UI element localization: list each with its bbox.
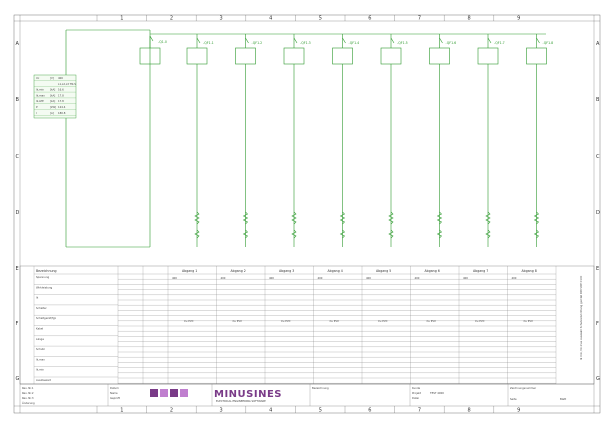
row-letter-right: G — [596, 376, 600, 382]
feeder-tag: -QF1.2 — [251, 41, 263, 45]
feeder — [236, 34, 263, 247]
supply-unit: [kA] — [50, 94, 56, 98]
title-block — [20, 384, 594, 406]
feeder — [333, 34, 360, 247]
row-letter-right: C — [596, 154, 600, 160]
feeder-cable-type: Cu PVC — [184, 320, 194, 323]
feeder-tag: -QF1.4 — [348, 41, 360, 45]
feeder-cable-type: Cu PVC — [475, 320, 485, 323]
column-number-top: 9 — [517, 15, 521, 22]
feeder-column-title: Abgang 6 — [424, 269, 440, 273]
table-row-label: Schutz — [36, 348, 45, 352]
column-number-bottom: 6 — [368, 407, 372, 414]
feeder-cable-type: Cu PVC — [232, 320, 242, 323]
feeder — [381, 34, 408, 247]
feeder-voltage: 400 — [366, 277, 371, 280]
feeder-column-title: Abgang 4 — [327, 269, 343, 273]
title-block-label: Datum — [110, 387, 119, 390]
feeder-tag: -QF1.8 — [542, 41, 554, 45]
column-number-top: 8 — [467, 15, 471, 22]
supply-key: P — [36, 106, 38, 109]
column-number-bottom: 5 — [318, 407, 322, 414]
feeder-cable-type: Cu PVC — [523, 320, 533, 323]
feeder-cable-type: Cu PVC — [329, 320, 339, 323]
title-block-label: Zeichnungsnummer — [510, 387, 537, 390]
row-letter-right: A — [596, 41, 600, 47]
supply-key: Ik,LPE — [36, 100, 44, 104]
supply-value: 16.6 — [58, 88, 64, 92]
feeder-cable-type: Cu PVC — [426, 320, 436, 323]
supply-key: Ik,min — [36, 88, 44, 92]
feeder-voltage: 400 — [220, 277, 226, 280]
column-number-top: 7 — [417, 15, 422, 22]
revision-row: Rev. Nr.1 — [22, 387, 34, 390]
feeder-column-title: Abgang 3 — [279, 269, 295, 273]
revision-row: Rev. Nr.2 — [22, 392, 34, 395]
feeder-column-title: Abgang 1 — [182, 269, 198, 273]
row-letter-right: F — [596, 321, 599, 327]
main-device-label: -Q1.0 — [158, 40, 167, 44]
supply-unit: [V] — [50, 77, 54, 80]
feeder — [284, 34, 311, 247]
project-name: TEST 4000 — [430, 392, 444, 395]
supply-unit: [kA] — [50, 88, 56, 92]
single-line-diagram — [66, 30, 546, 247]
feeder-column-title: Abgang 8 — [521, 269, 537, 273]
column-number-top: 4 — [269, 15, 273, 22]
table-row-label: Kabel — [36, 327, 44, 331]
feeder-voltage: 400 — [414, 277, 420, 280]
revision-row: Rev. Nr.3 — [22, 397, 34, 400]
title-block-label: Kunde — [412, 387, 421, 390]
feeder-tag: -QF1.3 — [300, 41, 311, 45]
supply-value: 17.8 — [58, 100, 64, 104]
row-letter-right: E — [596, 266, 600, 272]
table-row-label: Wirkleistung — [36, 286, 53, 290]
table-row-label: Ik — [36, 296, 39, 300]
supply-info-box — [34, 75, 76, 118]
title-block-label: Name — [110, 392, 118, 395]
supply-value: 180.8 — [58, 111, 66, 115]
table-row-label: Länge — [36, 337, 44, 341]
table-row-label: Auslösezeit — [36, 379, 51, 382]
feeder-tag: -QF1.1 — [203, 41, 214, 45]
supply-value: L1,L2,L3 TN-S — [58, 82, 76, 86]
title-block-label: Geprüft — [110, 397, 120, 400]
title-block-label: Blatt — [560, 398, 567, 401]
supply-value: 124.4 — [58, 106, 66, 109]
row-letter-left: C — [15, 154, 19, 160]
supply-value: 400 — [58, 77, 63, 80]
column-number-bottom: 7 — [417, 407, 422, 414]
feeder-voltage: 400 — [317, 277, 323, 280]
column-number-bottom: 1 — [120, 407, 124, 414]
table-row-label: Spannung — [36, 276, 50, 279]
row-letter-left: F — [15, 321, 19, 327]
table-row-label: Schaltgerät/Typ — [36, 317, 57, 321]
row-letter-left: B — [15, 97, 19, 103]
feeder-voltage: 400 — [463, 277, 468, 280]
feeder-voltage: 400 — [511, 277, 517, 280]
supply-unit: [A] — [50, 111, 54, 115]
supply-key: Uc — [36, 77, 40, 80]
brand-tagline: ELECTRICAL ENGINEERING SOFTWARE — [216, 400, 266, 403]
title-block-label: Datei — [412, 397, 419, 400]
revision-row: Änderung — [22, 402, 35, 405]
feeder-column-title: Abgang 5 — [376, 269, 392, 273]
row-letter-left: G — [15, 376, 20, 382]
column-number-top: 3 — [219, 15, 223, 22]
supply-unit: [kW] — [50, 106, 57, 109]
column-number-bottom: 4 — [269, 407, 273, 414]
column-number-bottom: 3 — [219, 407, 223, 414]
table-row-label: Ik,min — [36, 368, 44, 372]
supply-value: 17.8 — [58, 94, 64, 98]
feeder-cable-type: Cu PVC — [378, 320, 388, 323]
title-block-label: Seite — [510, 398, 517, 401]
column-number-top: 5 — [318, 15, 322, 22]
feeder-tag: -QF1.6 — [445, 41, 457, 45]
feeder — [478, 34, 505, 247]
supply-unit: [kA] — [50, 100, 56, 104]
feeder-tag: -QF1.5 — [397, 41, 408, 45]
company-logo — [150, 389, 188, 397]
supply-key: I — [36, 111, 37, 115]
feeder-column-title: Abgang 7 — [473, 269, 489, 273]
brand-name: MINUSINES — [214, 389, 282, 400]
row-letter-left: A — [15, 41, 19, 47]
table-row-label: Schalter — [36, 306, 47, 310]
feeder-voltage: 400 — [269, 277, 274, 280]
column-number-bottom: 8 — [467, 407, 471, 414]
calculation-table — [20, 266, 594, 384]
column-number-bottom: 9 — [517, 407, 521, 414]
row-letter-right: D — [596, 210, 600, 216]
row-letter-left: D — [15, 210, 20, 216]
supply-key: Ik,max — [36, 94, 45, 98]
column-number-top: 1 — [120, 15, 124, 22]
row-letter-right: B — [596, 97, 600, 103]
table-row-label: Ik,max — [36, 358, 45, 362]
column-number-bottom: 2 — [169, 407, 174, 414]
feeder — [187, 34, 214, 247]
title-block-label: Projekt — [412, 392, 421, 395]
feeder-tag: -QF1.7 — [494, 41, 505, 45]
column-number-top: 2 — [169, 15, 174, 22]
row-letter-left: E — [15, 266, 19, 272]
vertical-note: Ik min / Ik max Auswahl Schutzeinrichtung gemäß DIN VDE 0100 — [580, 275, 583, 360]
feeder-column-title: Abgang 2 — [230, 269, 246, 273]
title-block-label: Bezeichnung — [312, 387, 329, 390]
feeder — [430, 34, 457, 247]
table-header-label: Bezeichnung — [36, 269, 57, 273]
feeder-voltage: 400 — [172, 277, 177, 280]
feeder-cable-type: Cu PVC — [281, 320, 291, 323]
feeder — [527, 34, 554, 247]
sheet-frame — [14, 15, 600, 413]
column-number-top: 6 — [368, 15, 372, 22]
